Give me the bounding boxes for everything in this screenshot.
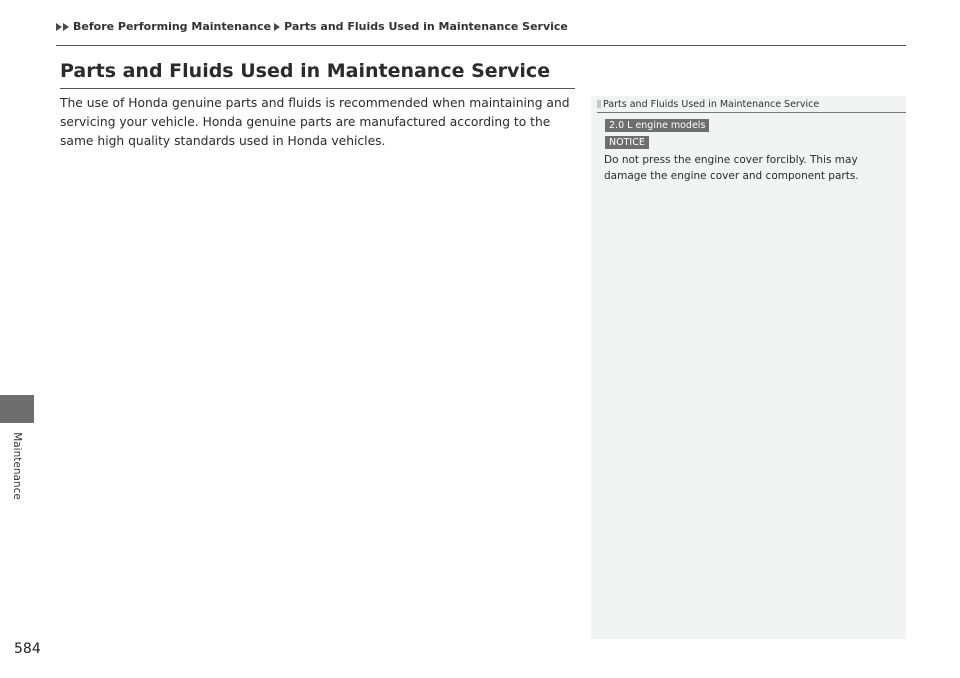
breadcrumb-item-parent[interactable]: Before Performing Maintenance	[73, 20, 272, 33]
side-note-text: Do not press the engine cover forcibly. This may damage the engine cover and component parts.	[604, 154, 859, 182]
side-note-header	[597, 96, 906, 113]
notice-badge: NOTICE	[605, 136, 649, 149]
side-note-panel	[591, 96, 906, 639]
body-paragraph: The use of Honda genuine parts and fluids is recommended when maintaining and servicing your vehicle. Honda genuine parts are manufactured according to the same high quality standards used in Honda vehicles.	[60, 96, 570, 148]
breadcrumb	[56, 20, 568, 33]
breadcrumb-arrow-icon	[63, 23, 69, 31]
page-title: Parts and Fluids Used in Maintenance Service	[60, 60, 551, 82]
page-number: 584	[14, 641, 41, 657]
breadcrumb-arrow-icon	[56, 23, 62, 31]
engine-models-badge: 2.0 L engine models	[605, 119, 709, 132]
reference-marker-icon	[597, 100, 601, 108]
title-divider	[60, 88, 575, 89]
breadcrumb-arrow-icon	[274, 23, 280, 31]
breadcrumb-item-current[interactable]: Parts and Fluids Used in Maintenance Service	[284, 20, 568, 33]
header-divider	[56, 45, 906, 46]
section-tab	[0, 395, 34, 423]
section-label: Maintenance	[11, 432, 23, 500]
side-note-title[interactable]: Parts and Fluids Used in Maintenance Service	[603, 98, 820, 110]
